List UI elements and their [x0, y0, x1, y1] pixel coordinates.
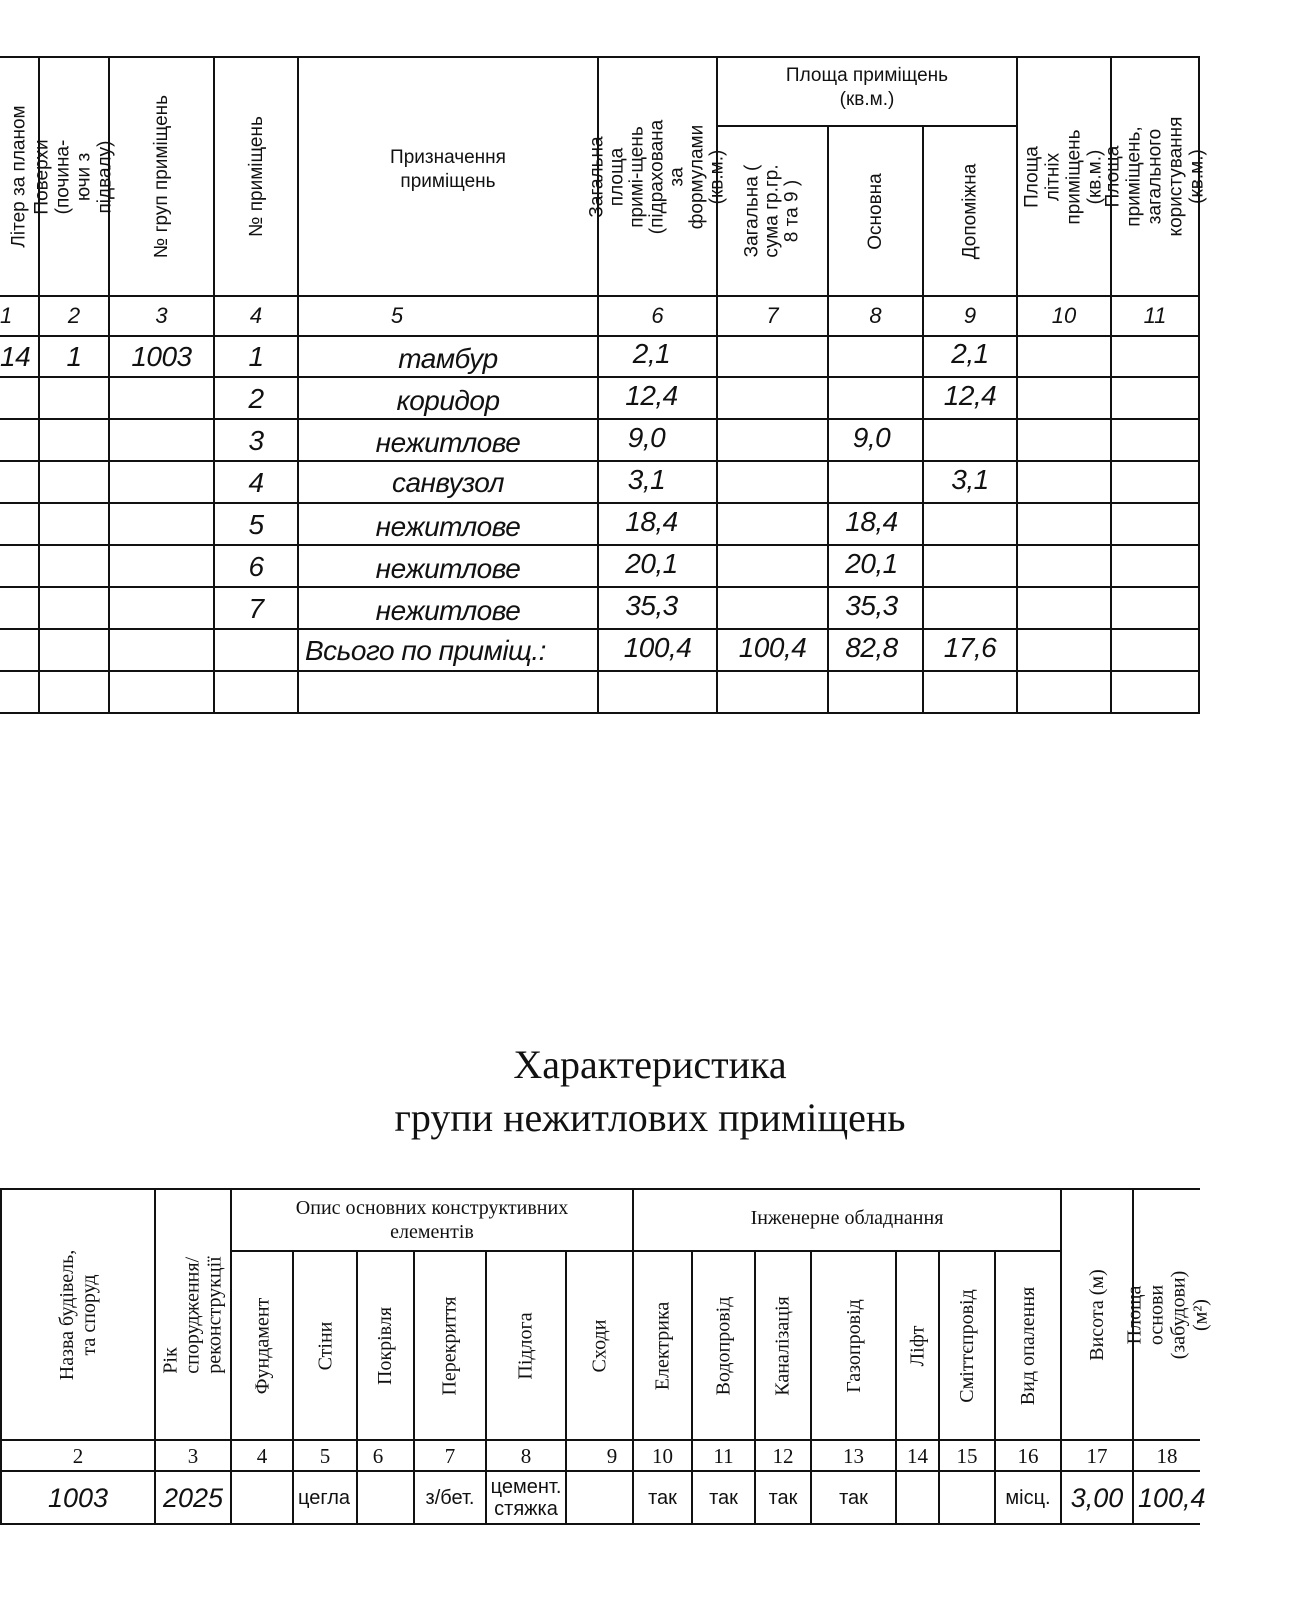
- column-number: 4: [249, 303, 263, 328]
- column-number: 5: [319, 1444, 331, 1468]
- header-roof: Покрівля: [374, 1306, 397, 1385]
- column-number: 16: [1017, 1444, 1039, 1468]
- cell-base-area: 100,4: [1138, 1482, 1206, 1513]
- cell-total-area: 2,1: [632, 338, 671, 369]
- header-floors: Поверхи (почина-ючи з підвалу): [32, 138, 117, 215]
- header-floor: Підлога: [515, 1311, 537, 1380]
- column-number: 9: [963, 303, 977, 328]
- column-number: 10: [652, 1444, 673, 1468]
- cell-electric: так: [648, 1486, 677, 1509]
- cell-total-area: 12,4: [625, 380, 678, 411]
- column-number: 4: [256, 1444, 268, 1468]
- column-number: 5: [390, 303, 404, 328]
- column-number: 13: [843, 1444, 864, 1468]
- column-number: 7: [766, 303, 779, 328]
- cell-purpose: нежитлове: [375, 427, 521, 458]
- header-structure-group: Опис основних конструктивних елементів: [295, 1197, 569, 1243]
- cell-area-sum: [718, 334, 827, 374]
- header-height: Висота (м): [1086, 1268, 1108, 1361]
- cell-purpose: тамбур: [398, 343, 498, 374]
- cell-height: 3,00: [1070, 1482, 1124, 1513]
- total-main-value: 82,8: [845, 632, 898, 663]
- cell-purpose: нежитлове: [375, 511, 521, 542]
- cell-area-aux: 2,1: [951, 338, 989, 369]
- cell-walls: цегла: [298, 1486, 351, 1509]
- header-ceiling: Перекриття: [439, 1295, 462, 1396]
- cell-room-number: 5: [248, 509, 264, 540]
- cell-total-area: 20,1: [625, 548, 678, 579]
- header-foundation: Фундамент: [251, 1297, 274, 1394]
- rooms-table: [0, 0, 1208, 720]
- cell-gas: так: [839, 1486, 868, 1509]
- header-heating: Вид опалення: [1017, 1286, 1039, 1405]
- cell-area-main: 35,3: [845, 590, 898, 621]
- column-number: 7: [444, 1444, 456, 1468]
- cell-area-main: 9,0: [852, 422, 891, 453]
- cell-purpose: нежитлове: [375, 553, 521, 584]
- cell-area-aux: [924, 502, 1016, 542]
- column-number: 12: [772, 1444, 794, 1468]
- column-number: 6: [372, 1444, 384, 1468]
- header-total-area: Загальна площа примі-щень (підрахована за формулами (кв.м.): [586, 119, 728, 234]
- cell-room-number: 7: [248, 593, 264, 624]
- cell-total-area: 18,4: [625, 506, 678, 537]
- cell-area-aux: [924, 418, 1016, 458]
- cell-garbage: [940, 1472, 994, 1523]
- cell-area-main: [829, 334, 914, 374]
- header-lift: Ліфт: [906, 1325, 929, 1366]
- header-summer-area: Площа літніх приміщень (кв.м.): [1022, 128, 1106, 225]
- column-number: 6: [651, 303, 664, 328]
- cell-year: 2025: [162, 1482, 224, 1513]
- column-number: 8: [520, 1444, 532, 1468]
- characteristics-table: [0, 1188, 1211, 1600]
- cell-room-number: 6: [248, 551, 264, 582]
- column-number: 9: [606, 1444, 618, 1468]
- cell-area-aux: 3,1: [951, 464, 989, 495]
- cell-ceiling: з/бет.: [425, 1486, 475, 1509]
- column-number: 1: [0, 303, 13, 328]
- header-area-group: Площа приміщень (кв.м.): [785, 65, 949, 110]
- cell-purpose: коридор: [396, 385, 500, 416]
- column-number: 18: [1156, 1444, 1178, 1468]
- cell-floor: 1: [66, 341, 82, 372]
- column-number: 10: [1051, 303, 1077, 328]
- header-engineering-group: Інженерне обладнання: [750, 1207, 944, 1229]
- column-number: 2: [67, 303, 81, 328]
- total-aux-value: 17,6: [943, 632, 997, 663]
- cell-room-number: 3: [248, 425, 264, 456]
- column-number: 3: [155, 303, 168, 328]
- cell-room-number: 2: [248, 383, 264, 414]
- header-area-main: Основна: [865, 172, 886, 250]
- header-base-area: Площа основи (забудови)(м²): [1123, 1270, 1211, 1359]
- column-number: 11: [1143, 303, 1167, 328]
- cell-liter: 14: [0, 341, 31, 372]
- column-number: 15: [956, 1444, 978, 1468]
- column-number: 14: [907, 1444, 928, 1468]
- cell-area-aux: [924, 586, 1016, 626]
- header-building-name: Назва будівель, та споруд: [56, 1249, 100, 1380]
- cell-group: 1003: [131, 341, 192, 372]
- header-liter: Літер за планом: [8, 105, 30, 248]
- total-area-value: 100,4: [623, 632, 692, 663]
- header-garbage: Сміттєпровід: [956, 1288, 978, 1403]
- cell-area-main: [829, 460, 914, 500]
- column-number: 8: [869, 303, 882, 328]
- header-gas: Газопровід: [842, 1298, 865, 1393]
- cell-total-area: 9,0: [627, 422, 666, 453]
- header-common-area: Площа приміщень, загального користування (кв.м.): [1102, 116, 1208, 237]
- cell-floor: цемент. стяжка: [490, 1475, 562, 1520]
- column-number: 2: [72, 1444, 84, 1468]
- header-walls: Стіни: [314, 1321, 336, 1370]
- cell-heating: місц.: [1005, 1486, 1051, 1509]
- header-stairs: Сходи: [588, 1319, 611, 1372]
- cell-purpose: нежитлове: [375, 595, 521, 626]
- section-subtitle: групи нежитлових приміщень: [394, 1095, 906, 1140]
- column-number: 3: [187, 1444, 199, 1468]
- column-number: 17: [1086, 1444, 1108, 1468]
- cell-room-number: 1: [248, 341, 264, 372]
- cell-area-main: [829, 376, 914, 416]
- cell-room-number: 4: [248, 467, 264, 498]
- header-room-number: № приміщень: [245, 116, 267, 237]
- column-number: 11: [713, 1444, 734, 1468]
- total-label: Всього по приміщ.:: [305, 635, 546, 666]
- header-group: № груп приміщень: [151, 94, 172, 259]
- cell-stairs: [567, 1472, 632, 1523]
- cell-lift: [897, 1472, 938, 1523]
- header-purpose: Призначення приміщень: [390, 147, 506, 192]
- cell-water: так: [709, 1486, 738, 1509]
- cell-purpose: санвузол: [391, 467, 505, 498]
- cell-total-area: 35,3: [625, 590, 678, 621]
- cell-building-name: 1003: [47, 1482, 109, 1513]
- total-sum-value: 100,4: [738, 632, 807, 663]
- cell-total-area: 3,1: [627, 464, 666, 495]
- header-year: Рік спорудження/ реконструкції: [160, 1255, 226, 1374]
- header-area-sum: Загальна ( сума гр.гр. 8 та 9 ): [741, 164, 803, 258]
- header-electric: Електрика: [651, 1301, 674, 1390]
- cell-roof: [358, 1472, 413, 1523]
- section-title: Характеристика: [513, 1042, 787, 1087]
- header-area-aux: Допоміжна: [959, 163, 981, 259]
- cell-area-main: 20,1: [845, 548, 898, 579]
- cell-sewer: так: [768, 1486, 798, 1509]
- header-water: Водопровід: [712, 1296, 735, 1395]
- cell-area-main: 18,4: [845, 506, 898, 537]
- header-sewer: Каналізація: [772, 1295, 795, 1396]
- cell-area-aux: [924, 544, 1016, 584]
- cell-area-aux: 12,4: [943, 380, 997, 411]
- cell-foundation: [232, 1472, 292, 1523]
